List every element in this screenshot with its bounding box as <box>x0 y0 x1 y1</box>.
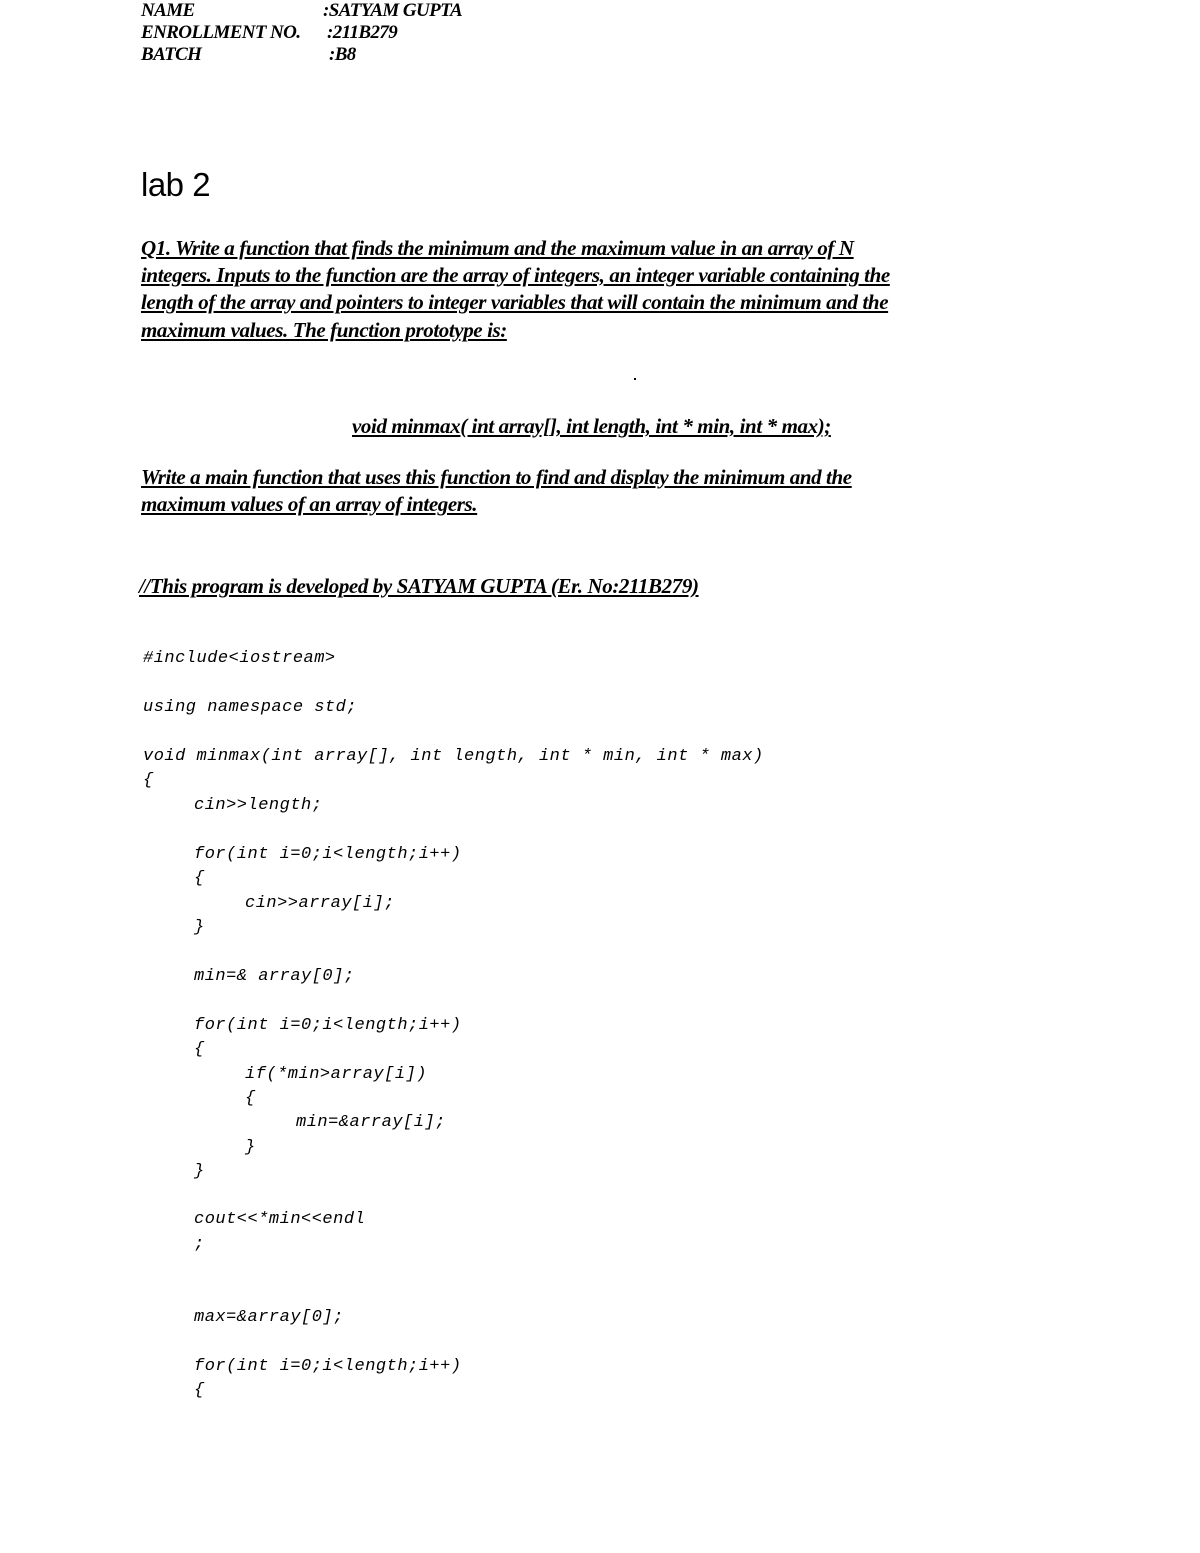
batch-row <box>141 44 356 66</box>
code-line: cin>>array[i]; <box>245 894 395 913</box>
question-line-3: length of the array and pointers to integer variables that will contain the minimum and the <box>141 290 889 314</box>
name-value: :SATYAM GUPTA <box>323 0 463 21</box>
enrollment-value: :211B279 <box>327 22 398 43</box>
code-line: using namespace std; <box>143 698 358 717</box>
function-prototype: void minmax( int array[], int length, int * min, int * max); <box>352 414 831 438</box>
page-title: lab 2 <box>141 166 211 203</box>
code-line: #include<iostream> <box>143 649 336 668</box>
question-line-1: Q1. Write a function that finds the minimum and the maximum value in an array of N <box>141 236 854 260</box>
code-line: cout<<*min<<endl <box>194 1210 366 1229</box>
code-line: ; <box>194 1235 205 1254</box>
name-row <box>141 0 463 22</box>
question-line-2: integers. Inputs to the function are the array of integers, an integer variable containing the <box>141 263 890 287</box>
enrollment-label: ENROLLMENT NO. <box>141 22 301 43</box>
name-label: NAME <box>141 0 195 21</box>
code-line: { <box>194 869 205 888</box>
code-line: min=& array[0]; <box>194 967 355 986</box>
code-line: cin>>length; <box>194 796 323 815</box>
code-line: void minmax(int array[], int length, int * min, int * max) <box>143 747 764 766</box>
batch-value: :B8 <box>329 44 356 65</box>
batch-label: BATCH <box>141 44 202 65</box>
code-line: } <box>194 1162 205 1181</box>
code-line: { <box>194 1040 205 1059</box>
task-line-2: maximum values of an array of integers. <box>141 492 478 516</box>
author-comment: //This program is developed by SATYAM GUPTA (Er. No:211B279) <box>139 574 699 598</box>
code-line: for(int i=0;i<length;i++) <box>194 1357 462 1376</box>
code-line: { <box>143 771 154 790</box>
code-line: { <box>194 1381 205 1400</box>
code-line: { <box>245 1089 256 1108</box>
code-line: for(int i=0;i<length;i++) <box>194 845 462 864</box>
code-line: } <box>245 1138 256 1157</box>
code-line: for(int i=0;i<length;i++) <box>194 1016 462 1035</box>
code-line: min=&array[i]; <box>296 1113 446 1132</box>
code-line: max=&array[0]; <box>194 1308 344 1327</box>
code-line: if(*min>array[i]) <box>245 1065 427 1084</box>
task-line-1: Write a main function that uses this function to find and display the minimum and the <box>141 465 852 489</box>
question-line-4: maximum values. The function prototype is: <box>141 318 507 342</box>
code-line: } <box>194 918 205 937</box>
enrollment-row <box>141 22 398 44</box>
stray-dot <box>634 378 636 380</box>
